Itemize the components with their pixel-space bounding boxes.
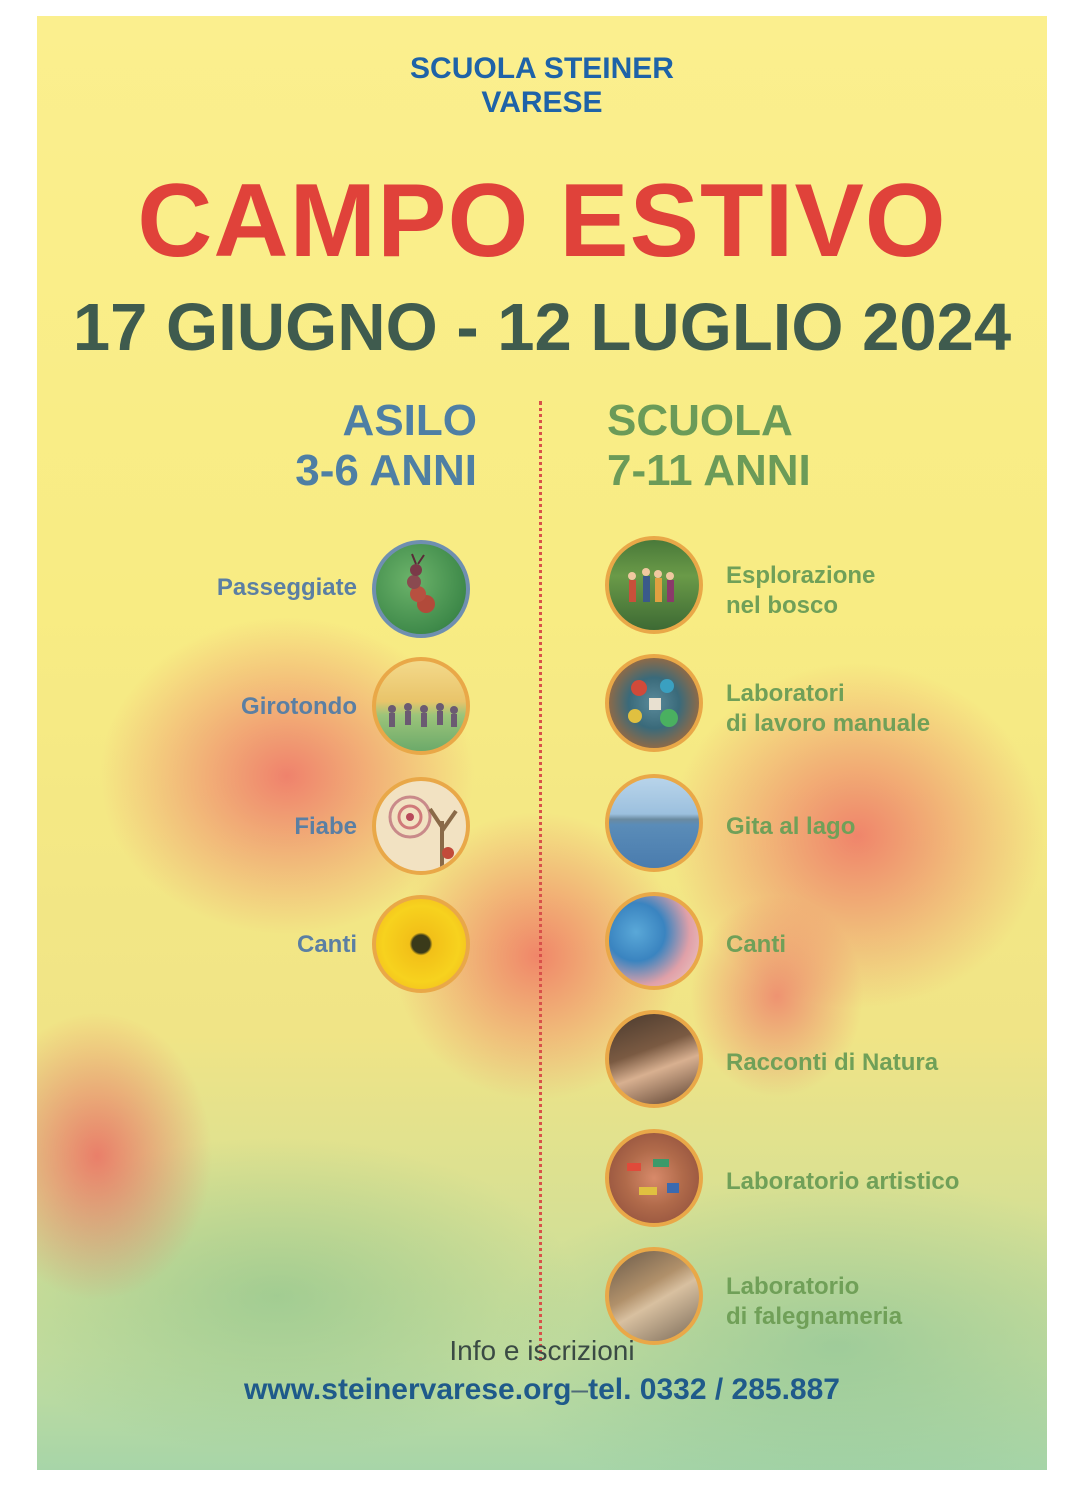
asilo-heading-line2: 3-6 ANNI [295,446,477,495]
footer-separator: – [571,1373,589,1406]
scuola-item-label [726,1167,959,1197]
footer-contact [37,1372,1047,1408]
woodworking-icon [605,1247,703,1345]
caterpillar-illustration-icon [372,540,470,638]
school-name-line2: VARESE [481,86,603,119]
asilo-item-label: Canti [297,931,357,958]
forest-children-icon [605,536,703,634]
handcraft-icon [605,654,703,752]
scuola-heading-line2: 7-11 ANNI [607,446,811,495]
scuola-item-line2: nel bosco [726,592,839,619]
art-workshop-icon [605,1129,703,1227]
fairy-tale-drawing-icon [372,777,470,875]
scuola-item-line2: di lavoro manuale [726,710,931,737]
scuola-item-line1: Laboratori [726,680,845,707]
column-divider [539,401,542,1361]
scuola-item-label [726,930,786,960]
scuola-heading-line1: SCUOLA [607,396,793,445]
nature-hands-icon [605,1010,703,1108]
scuola-item-label [726,679,930,739]
asilo-heading [295,396,477,496]
lake-icon [605,774,703,872]
poster [37,16,1047,1470]
asilo-heading-line1: ASILO [342,396,477,445]
school-name [37,52,1047,120]
asilo-item-label: Passeggiate [216,574,357,601]
scuola-item-line2: di falegnameria [726,1303,903,1330]
sunflower-icon [372,895,470,993]
scuola-item-line1: Laboratorio artistico [726,1168,960,1195]
scuola-item-label [726,561,875,621]
scuola-heading [607,396,811,496]
asilo-item-label: Fiabe [294,813,357,840]
footer-info: Info e iscrizioni [449,1335,635,1366]
scuola-item-label [726,812,855,842]
scuola-item-line1: Canti [726,931,786,958]
school-name-line1: SCUOLA STEINER [410,52,674,85]
poster-title: CAMPO ESTIVO [137,163,947,279]
scuola-item-label [726,1272,902,1332]
phone-number[interactable]: tel. 0332 / 285.887 [588,1373,840,1406]
asilo-item-label: Girotondo [241,693,357,720]
watercolor-icon [605,892,703,990]
scuola-item-line1: Racconti di Natura [726,1049,939,1076]
scuola-item-line1: Gita al lago [726,813,856,840]
scuola-item-line1: Esplorazione [726,562,876,589]
poster-dates: 17 GIUGNO - 12 LUGLIO 2024 [72,290,1012,365]
website-link[interactable]: www.steinervarese.org [244,1373,572,1406]
scuola-item-label [726,1048,938,1078]
children-dancing-icon [372,657,470,755]
scuola-item-line1: Laboratorio [726,1273,860,1300]
